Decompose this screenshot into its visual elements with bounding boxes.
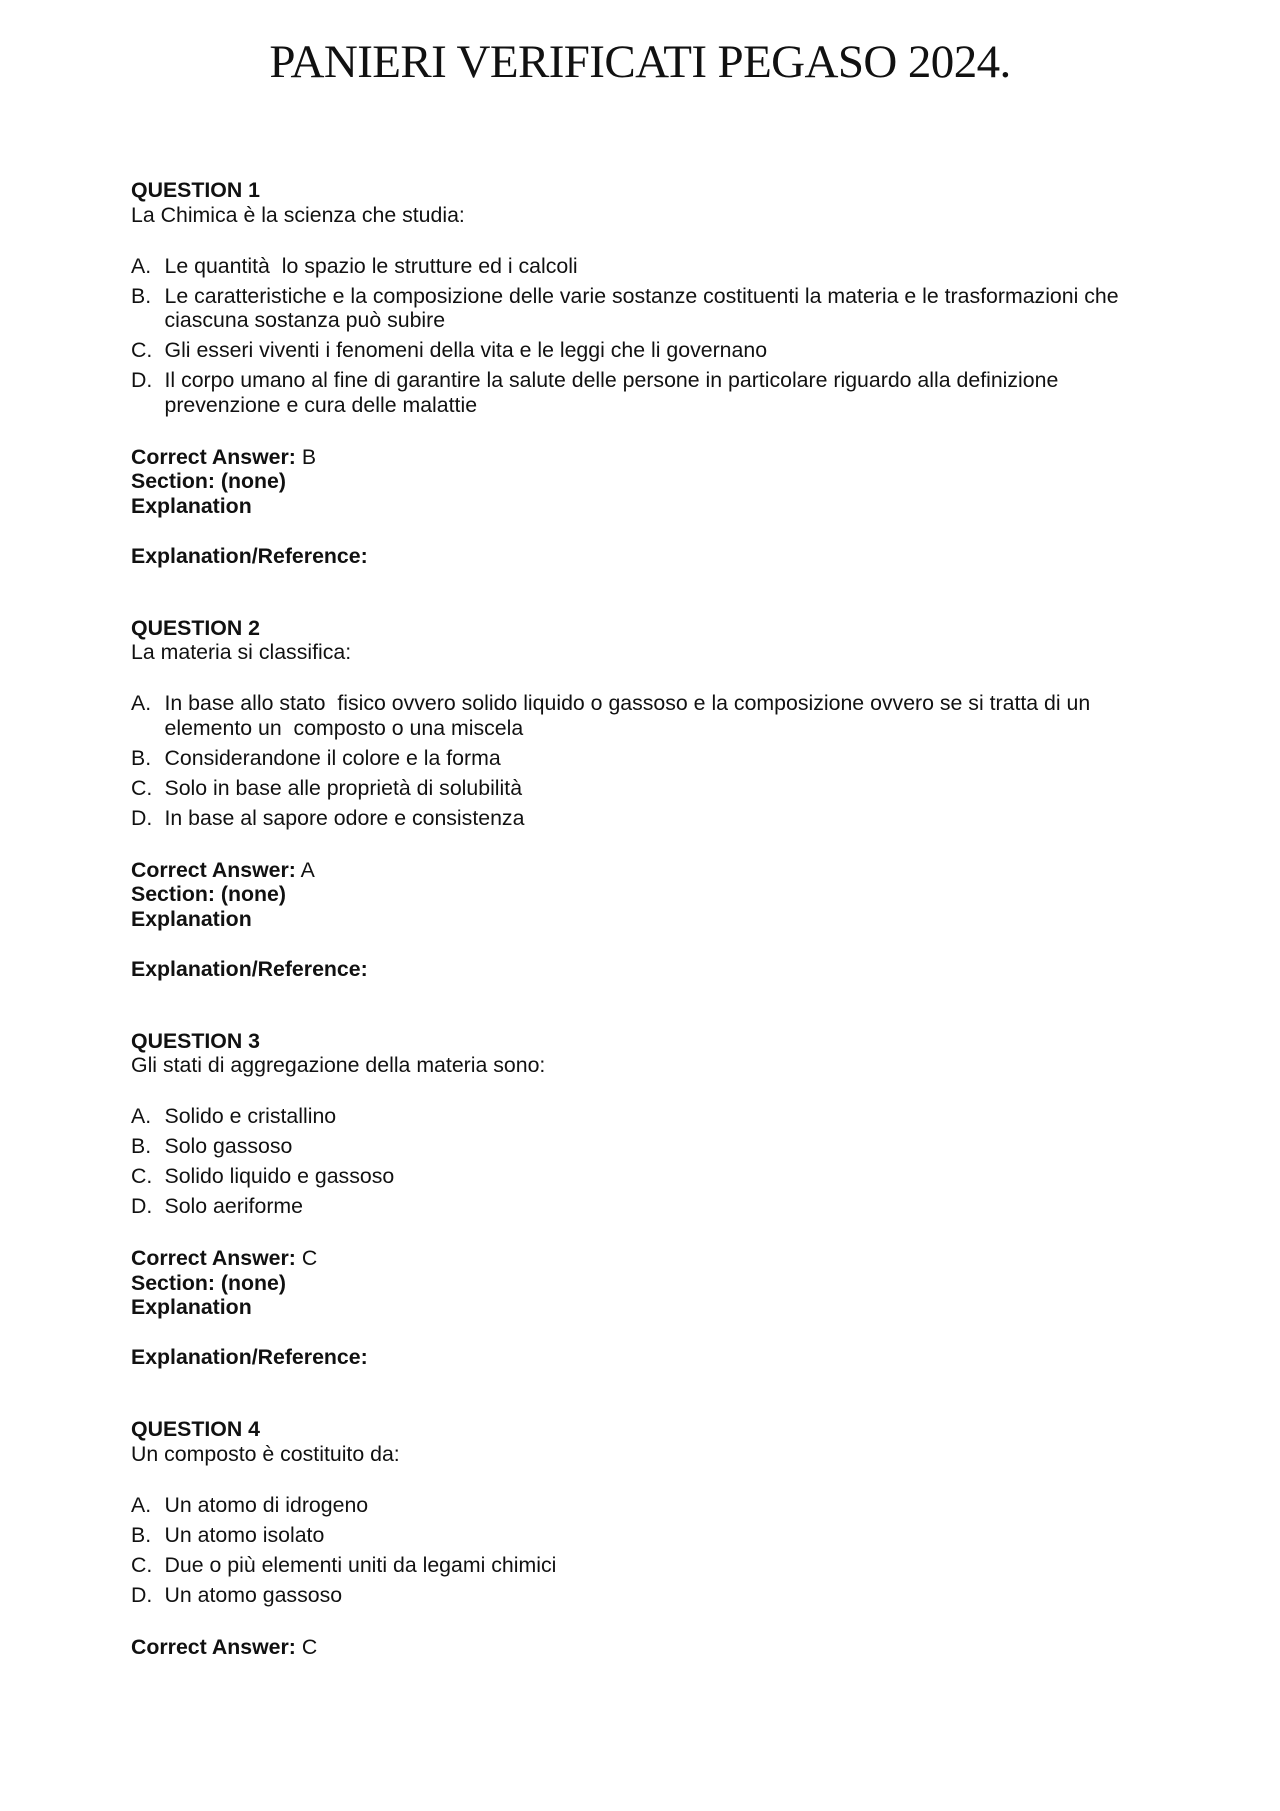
- option-text-line: Solido liquido e gassoso: [164, 1164, 395, 1188]
- option-text-line: Un atomo di idrogeno: [164, 1492, 369, 1517]
- section-line: Section: (none): [131, 882, 286, 906]
- answer-option-c: [131, 338, 1241, 363]
- answer-option-d: [131, 1583, 1241, 1608]
- option-text-line: Considerandone il colore e la forma: [164, 745, 501, 770]
- option-letter: C.: [131, 1164, 153, 1188]
- question-stem: Gli stati di aggregazione della materia sono:: [131, 1053, 546, 1077]
- option-text: [165, 284, 1119, 333]
- option-text: [165, 1104, 337, 1129]
- option-text: [165, 1134, 293, 1159]
- option-text: [165, 338, 768, 363]
- answer-option-b: [131, 284, 1241, 333]
- correct-answer-value: C: [295, 1246, 318, 1270]
- option-text: [165, 254, 578, 279]
- option-letter: B.: [131, 1134, 152, 1158]
- option-text-line: Solo aeriforme: [164, 1194, 303, 1218]
- question-header: QUESTION 2: [131, 615, 260, 640]
- option-letter: B.: [131, 1522, 152, 1547]
- option-text-line: Il corpo umano al fine di garantire la salute delle persone in particolare riguardo alla definizione: [164, 368, 1059, 392]
- option-text-line: Le caratteristiche e la composizione delle varie sostanze costituenti la materia e le trasformazioni che: [164, 283, 1119, 308]
- option-letter: A.: [131, 1104, 152, 1128]
- option-letter: C.: [131, 1552, 153, 1577]
- option-letter: D.: [131, 1194, 153, 1218]
- explanation-heading: Explanation: [131, 493, 252, 518]
- option-text-line: Due o più elementi uniti da legami chimici: [164, 1552, 557, 1577]
- option-letter: A.: [131, 691, 152, 715]
- option-text: [165, 1553, 557, 1578]
- explanation-reference-heading: Explanation/Reference:: [131, 1345, 368, 1369]
- correct-answer-label: Correct Answer:: [131, 1246, 296, 1270]
- correct-answer-value: B: [295, 444, 317, 469]
- question-header: QUESTION 1: [131, 178, 260, 202]
- answer-options: [131, 1493, 1241, 1608]
- option-text-line: ciascuna sostanza può subire: [164, 308, 446, 332]
- answer-option-b: [131, 1134, 1241, 1159]
- option-text: [165, 1523, 325, 1548]
- explanation-heading: Explanation: [131, 1295, 252, 1319]
- option-text-line: Un atomo gassoso: [164, 1582, 343, 1607]
- option-letter: D.: [131, 805, 153, 830]
- correct-answer-label: Correct Answer:: [131, 444, 296, 469]
- answer-option-d: [131, 368, 1241, 417]
- option-text-line: Gli esseri viventi i fenomeni della vita e le leggi che li governano: [164, 338, 768, 362]
- correct-answer-label: Correct Answer:: [131, 857, 296, 882]
- correct-answer-label: Correct Answer:: [131, 1634, 296, 1659]
- answer-option-a: [131, 1493, 1241, 1518]
- document-title: PANIERI VERIFICATI PEGASO 2024.: [269, 36, 1011, 88]
- correct-answer-value: C: [295, 1634, 318, 1659]
- option-text-line: Un atomo isolato: [164, 1522, 325, 1547]
- answer-options: [131, 1104, 1241, 1219]
- answer-option-a: [131, 691, 1241, 740]
- option-text: [165, 1194, 304, 1219]
- answer-options: [131, 691, 1241, 830]
- explanation-reference-heading: Explanation/Reference:: [131, 543, 368, 568]
- option-letter: D.: [131, 368, 153, 392]
- question-header: QUESTION 4: [131, 1417, 260, 1441]
- question-3: [131, 1029, 1241, 1370]
- option-letter: D.: [131, 1582, 153, 1607]
- question-2: [131, 616, 1241, 982]
- answer-option-c: [131, 1164, 1241, 1189]
- question-stem: La materia si classifica:: [131, 640, 352, 664]
- option-text-line: Solo in base alle proprietà di solubilità: [164, 775, 523, 800]
- section-line: Section: (none): [131, 469, 286, 493]
- answer-option-b: [131, 746, 1241, 771]
- option-letter: C.: [131, 338, 153, 362]
- correct-answer: [131, 858, 1241, 883]
- answer-option-d: [131, 806, 1241, 831]
- correct-answer: [131, 445, 1241, 470]
- explanation-reference-heading: Explanation/Reference:: [131, 956, 368, 981]
- answer-option-c: [131, 776, 1241, 801]
- correct-answer: [131, 1635, 1241, 1660]
- section-line: Section: (none): [131, 1270, 286, 1295]
- answer-option-b: [131, 1523, 1241, 1548]
- option-letter: A.: [131, 253, 152, 278]
- option-text-line: Solo gassoso: [164, 1134, 293, 1158]
- option-text-line: prevenzione e cura delle malattie: [164, 392, 478, 417]
- option-text: [165, 368, 1059, 417]
- explanation-heading: Explanation: [131, 906, 252, 931]
- option-letter: B.: [131, 745, 152, 770]
- option-letter: B.: [131, 283, 152, 308]
- question-stem: La Chimica è la scienza che studia:: [131, 202, 465, 227]
- correct-answer: [131, 1246, 1241, 1271]
- option-letter: A.: [131, 1492, 152, 1517]
- option-text-line: In base al sapore odore e consistenza: [164, 805, 525, 830]
- option-text: [165, 691, 1091, 740]
- option-text: [165, 746, 501, 771]
- option-text-line: Solido e cristallino: [164, 1104, 337, 1128]
- question-4: [131, 1417, 1241, 1659]
- option-text: [165, 776, 523, 801]
- option-text: [165, 1583, 343, 1608]
- answer-option-a: [131, 1104, 1241, 1129]
- question-header: QUESTION 3: [131, 1028, 260, 1053]
- option-text: [165, 806, 525, 831]
- option-text: [165, 1164, 395, 1189]
- question-list: [131, 178, 1241, 1707]
- correct-answer-value: A: [295, 857, 315, 882]
- option-letter: C.: [131, 775, 153, 800]
- option-text: [165, 1493, 369, 1518]
- option-text-line: elemento un composto o una miscela: [164, 715, 524, 740]
- question-1: [131, 178, 1241, 568]
- answer-option-c: [131, 1553, 1241, 1578]
- option-text-line: In base allo stato fisico ovvero solido liquido o gassoso e la composizione ovvero se si tratta di un: [164, 691, 1091, 715]
- option-text-line: Le quantità lo spazio le strutture ed i calcoli: [164, 253, 578, 278]
- answer-option-d: [131, 1194, 1241, 1219]
- answer-option-a: [131, 254, 1241, 279]
- answer-options: [131, 254, 1241, 418]
- question-stem: Un composto è costituito da:: [131, 1441, 400, 1466]
